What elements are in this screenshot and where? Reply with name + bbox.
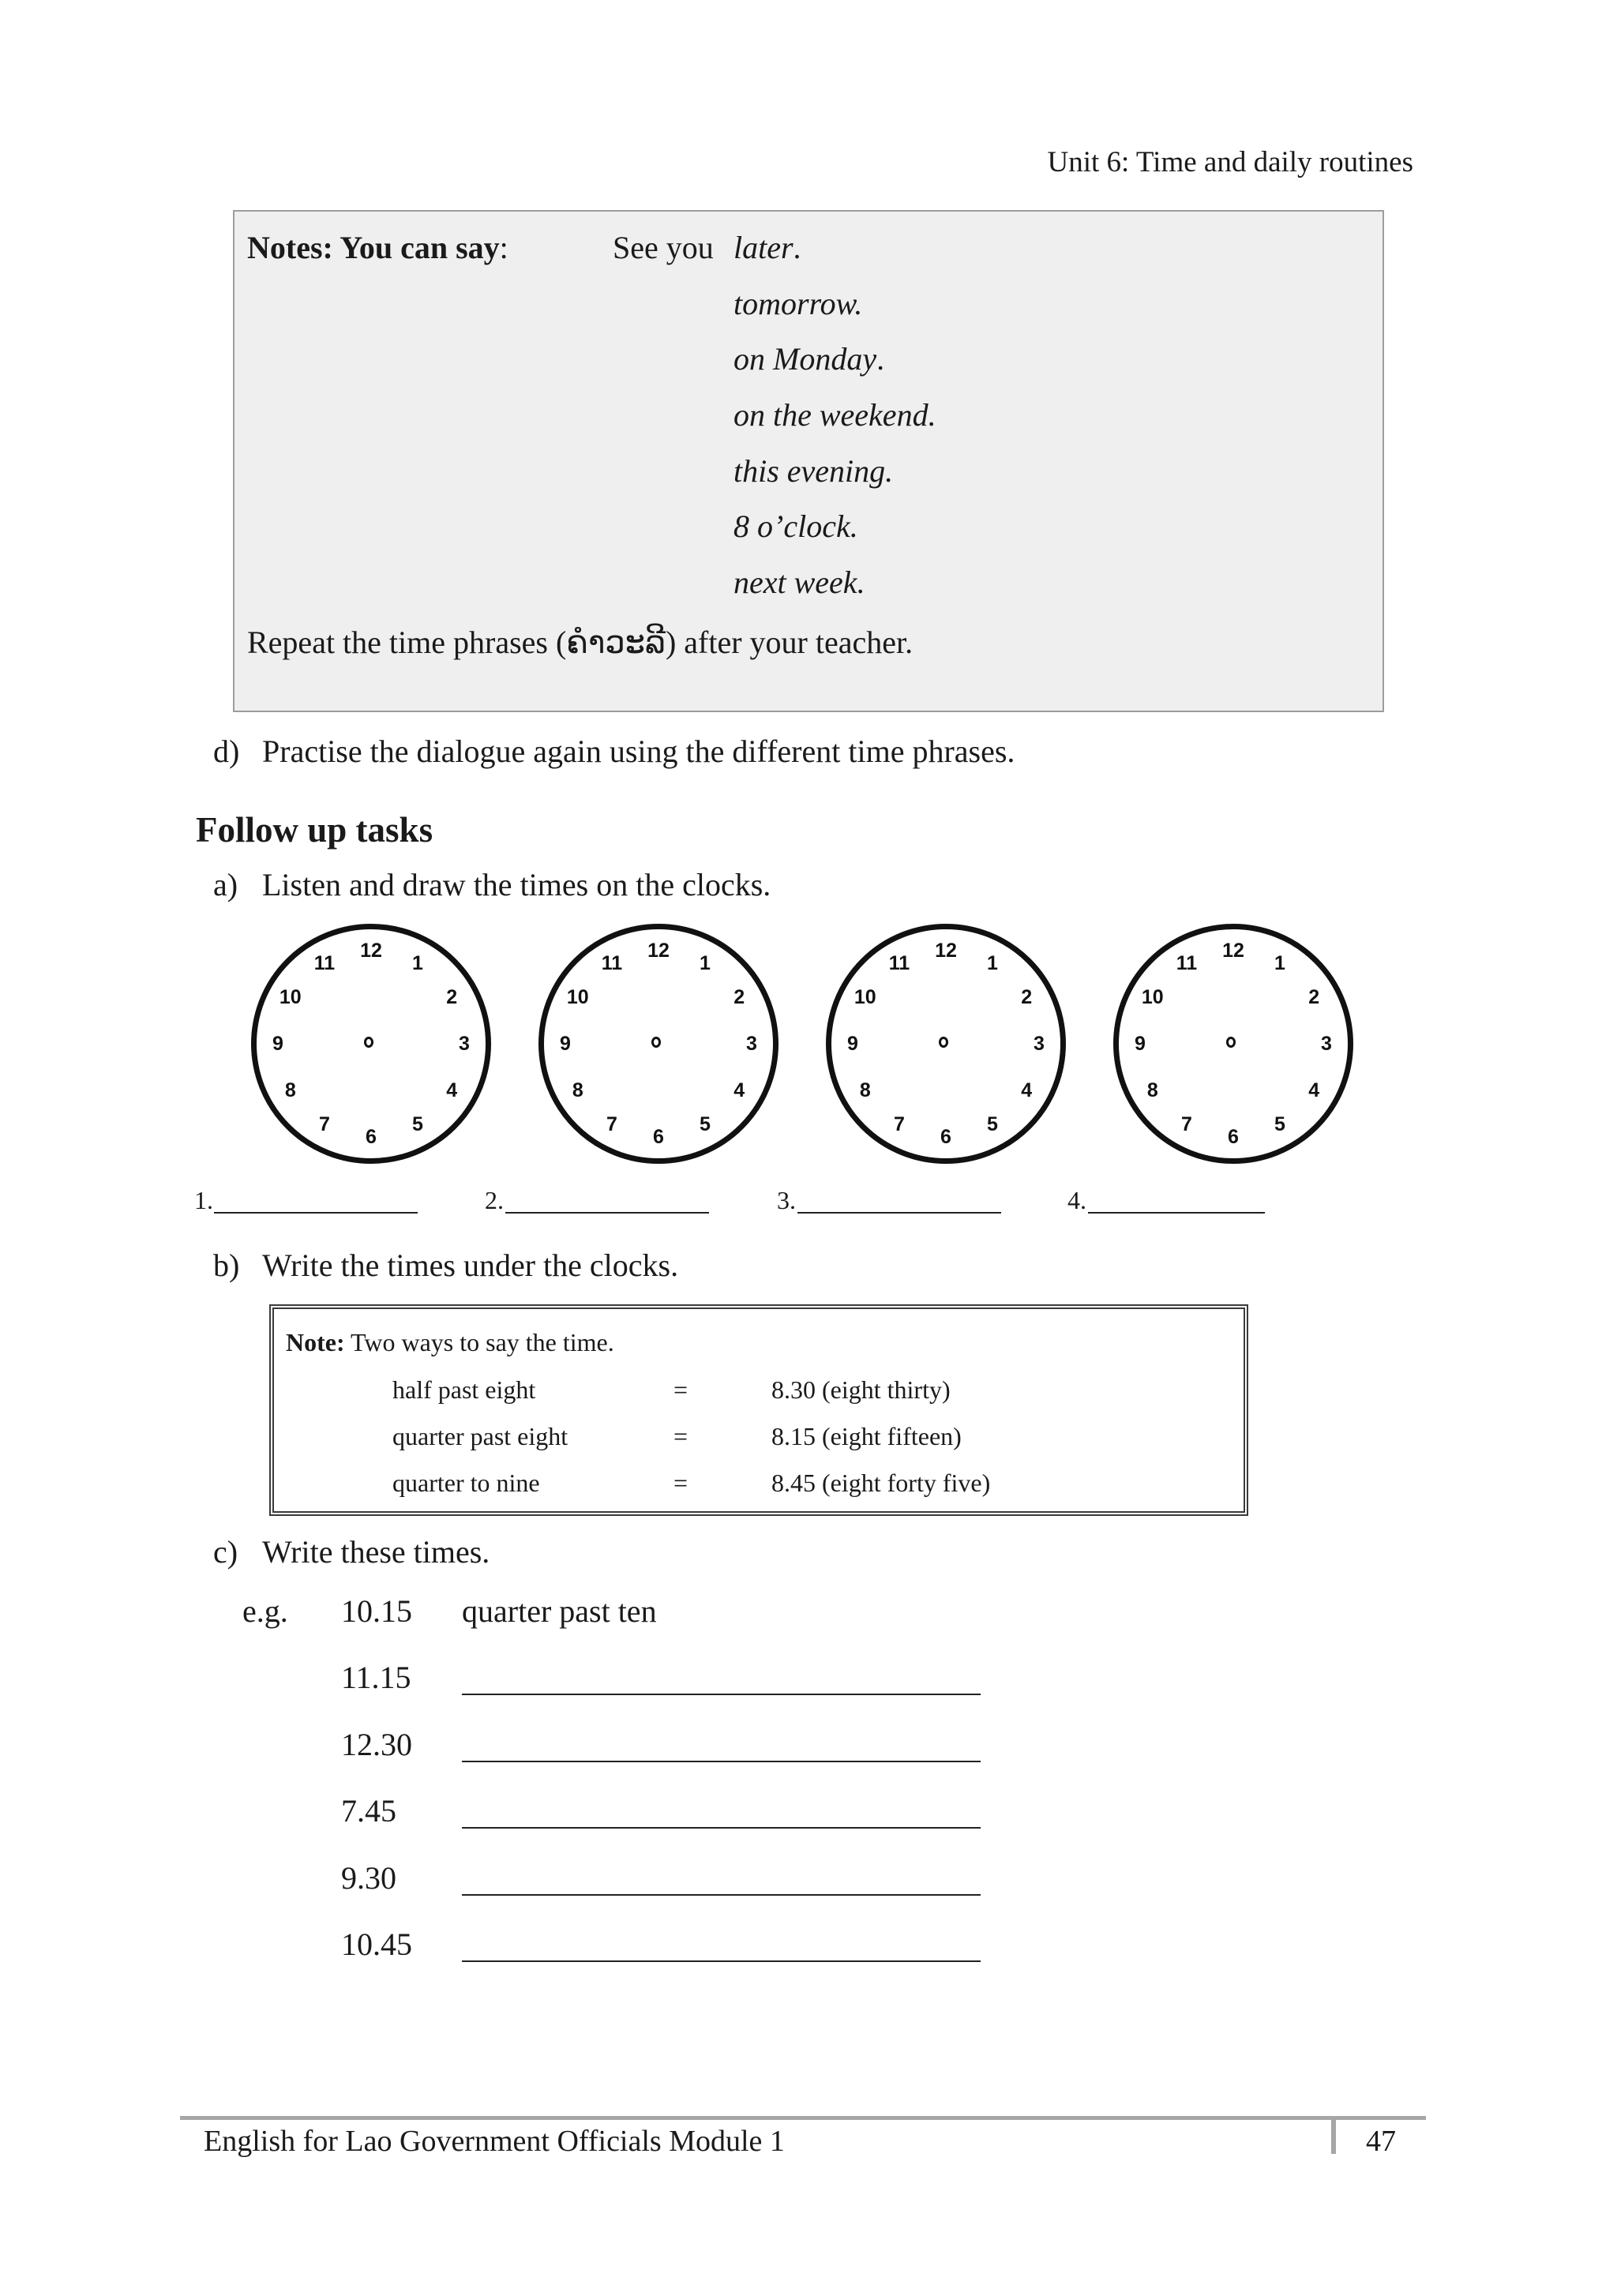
clock-number: 8 bbox=[572, 1079, 583, 1101]
clock-number: 4 bbox=[1308, 1079, 1320, 1101]
footer-divider bbox=[1331, 2116, 1336, 2154]
clock-number: 11 bbox=[601, 951, 623, 974]
clock-number: 5 bbox=[412, 1113, 423, 1136]
task-d-text: Practise the dialogue again using the different time phrases. bbox=[262, 733, 1015, 769]
clock-number: 2 bbox=[1021, 986, 1033, 1008]
clock-number: 8 bbox=[284, 1079, 296, 1101]
phrase-evening: this evening. bbox=[733, 453, 894, 489]
clock-number: 8 bbox=[859, 1079, 871, 1101]
task-d-marker: d) bbox=[213, 733, 240, 769]
clock-number: 9 bbox=[1135, 1033, 1146, 1055]
clock-blank-label-4: 4. bbox=[1067, 1186, 1086, 1214]
clock-number: 9 bbox=[847, 1033, 858, 1055]
clock-answer-line-2[interactable] bbox=[505, 1212, 709, 1214]
task-c-marker: c) bbox=[213, 1534, 238, 1570]
clock-2[interactable] bbox=[538, 924, 778, 1164]
time-item-4: 9.30 bbox=[341, 1860, 396, 1896]
clock-number: 2 bbox=[733, 986, 745, 1008]
clock-number: 7 bbox=[319, 1113, 330, 1136]
clock-number: 11 bbox=[313, 951, 336, 974]
note-row-1-value: 8.30 (eight thirty) bbox=[771, 1375, 951, 1404]
phrase-later-text: later bbox=[733, 230, 793, 265]
note-row-2-phrase: quarter past eight bbox=[392, 1422, 568, 1450]
clock-number: 7 bbox=[606, 1113, 617, 1136]
notes-label-colon: : bbox=[499, 230, 508, 265]
example-answer: quarter past ten bbox=[462, 1593, 657, 1629]
clock-number: 9 bbox=[560, 1033, 571, 1055]
clock-center bbox=[651, 1037, 661, 1048]
phrase-later bbox=[733, 229, 801, 267]
clock-number: 7 bbox=[1181, 1113, 1192, 1136]
phrase-later-period: . bbox=[793, 230, 801, 265]
clock-number: 10 bbox=[854, 986, 876, 1008]
unit-header: Unit 6: Time and daily routines bbox=[1047, 146, 1413, 178]
clock-center bbox=[939, 1037, 948, 1048]
clock-3[interactable] bbox=[826, 924, 1066, 1164]
time-item-3: 7.45 bbox=[341, 1793, 396, 1829]
clock-number: 4 bbox=[446, 1079, 458, 1101]
answer-line-5[interactable] bbox=[462, 1960, 981, 1962]
clock-answer-line-3[interactable] bbox=[797, 1212, 1001, 1214]
see-you-text: See you bbox=[613, 230, 714, 265]
clock-number: 3 bbox=[746, 1033, 757, 1055]
time-item-1: 11.15 bbox=[341, 1660, 411, 1695]
time-note-bold: Note: bbox=[286, 1328, 345, 1356]
task-b-text: Write the times under the clocks. bbox=[262, 1247, 679, 1283]
clock-number: 5 bbox=[987, 1113, 998, 1136]
answer-line-3[interactable] bbox=[462, 1827, 981, 1829]
clock-blank-label-1: 1. bbox=[194, 1186, 213, 1214]
task-c-text: Write these times. bbox=[262, 1534, 490, 1570]
section-title: Follow up tasks bbox=[196, 810, 433, 850]
clock-number: 12 bbox=[647, 940, 670, 962]
clock-number: 4 bbox=[733, 1079, 745, 1101]
clock-number: 2 bbox=[1308, 986, 1320, 1008]
phrase-on-monday bbox=[733, 340, 884, 378]
footer-rule bbox=[180, 2116, 1426, 2120]
phrase-tomorrow: tomorrow. bbox=[733, 286, 863, 321]
note-row-1-eq: = bbox=[673, 1375, 688, 1404]
clock-center bbox=[1226, 1037, 1236, 1048]
notes-label-bold: Notes: You can say bbox=[247, 230, 500, 265]
clock-center bbox=[364, 1037, 373, 1048]
answer-line-2[interactable] bbox=[462, 1761, 981, 1762]
time-note-heading bbox=[286, 1326, 614, 1358]
phrase-weekend: on the weekend. bbox=[733, 397, 936, 433]
clock-number: 11 bbox=[888, 951, 910, 974]
example-time: 10.15 bbox=[341, 1593, 412, 1629]
clock-number: 12 bbox=[360, 940, 382, 962]
clock-number: 3 bbox=[459, 1033, 470, 1055]
clock-number: 10 bbox=[279, 986, 302, 1008]
clock-answer-line-1[interactable] bbox=[214, 1212, 418, 1214]
clock-number: 5 bbox=[700, 1113, 711, 1136]
phrase-next-week: next week. bbox=[733, 565, 865, 600]
note-row-1-phrase: half past eight bbox=[392, 1375, 536, 1404]
clock-number: 12 bbox=[1222, 940, 1244, 962]
clock-number: 1 bbox=[700, 951, 711, 974]
clock-number: 10 bbox=[566, 986, 589, 1008]
clock-number: 6 bbox=[940, 1126, 951, 1148]
time-item-2: 12.30 bbox=[341, 1727, 412, 1762]
example-label: e.g. bbox=[242, 1593, 288, 1629]
repeat-instruction: Repeat the time phrases (ຄຳວະລີ) after your teacher. bbox=[247, 625, 914, 660]
clock-number: 7 bbox=[894, 1113, 905, 1136]
task-b-marker: b) bbox=[213, 1247, 240, 1283]
clock-number: 12 bbox=[935, 940, 957, 962]
clock-number: 1 bbox=[1274, 951, 1285, 974]
clock-number: 6 bbox=[366, 1126, 377, 1148]
clock-number: 1 bbox=[987, 951, 998, 974]
note-row-3-eq: = bbox=[673, 1469, 688, 1497]
phrase-8-oclock: 8 o’clock. bbox=[733, 508, 858, 544]
answer-line-1[interactable] bbox=[462, 1694, 981, 1695]
clock-number: 5 bbox=[1274, 1113, 1285, 1136]
phrase-on-monday-text: on Monday bbox=[733, 341, 877, 377]
clock-number: 9 bbox=[272, 1033, 283, 1055]
clock-number: 8 bbox=[1146, 1079, 1158, 1101]
clock-blank-label-2: 2. bbox=[485, 1186, 504, 1214]
note-row-3-value: 8.45 (eight forty five) bbox=[771, 1469, 991, 1497]
answer-line-4[interactable] bbox=[462, 1894, 981, 1896]
clock-number: 10 bbox=[1141, 986, 1164, 1008]
task-a-marker: a) bbox=[213, 867, 238, 902]
note-row-3-phrase: quarter to nine bbox=[392, 1469, 540, 1497]
clock-number: 2 bbox=[446, 986, 458, 1008]
time-item-5: 10.45 bbox=[341, 1926, 412, 1962]
clock-number: 1 bbox=[412, 951, 423, 974]
clock-number: 6 bbox=[653, 1126, 664, 1148]
clock-answer-line-4[interactable] bbox=[1088, 1212, 1265, 1214]
note-row-2-value: 8.15 (eight fifteen) bbox=[771, 1422, 962, 1450]
footer-title: English for Lao Government Officials Module 1 bbox=[204, 2125, 785, 2158]
clock-blank-label-3: 3. bbox=[777, 1186, 796, 1214]
notes-label bbox=[247, 229, 508, 267]
page-number: 47 bbox=[1366, 2125, 1396, 2158]
task-a-text: Listen and draw the times on the clocks. bbox=[262, 867, 771, 902]
note-row-2-eq: = bbox=[673, 1422, 688, 1450]
clock-1[interactable] bbox=[251, 924, 491, 1164]
clock-number: 3 bbox=[1034, 1033, 1045, 1055]
clock-number: 3 bbox=[1321, 1033, 1332, 1055]
clock-number: 6 bbox=[1228, 1126, 1239, 1148]
clock-number: 11 bbox=[1176, 951, 1198, 974]
clock-number: 4 bbox=[1021, 1079, 1033, 1101]
time-note-text: Two ways to say the time. bbox=[351, 1328, 614, 1356]
phrase-on-monday-period: . bbox=[876, 341, 885, 377]
clock-4[interactable] bbox=[1113, 924, 1353, 1164]
